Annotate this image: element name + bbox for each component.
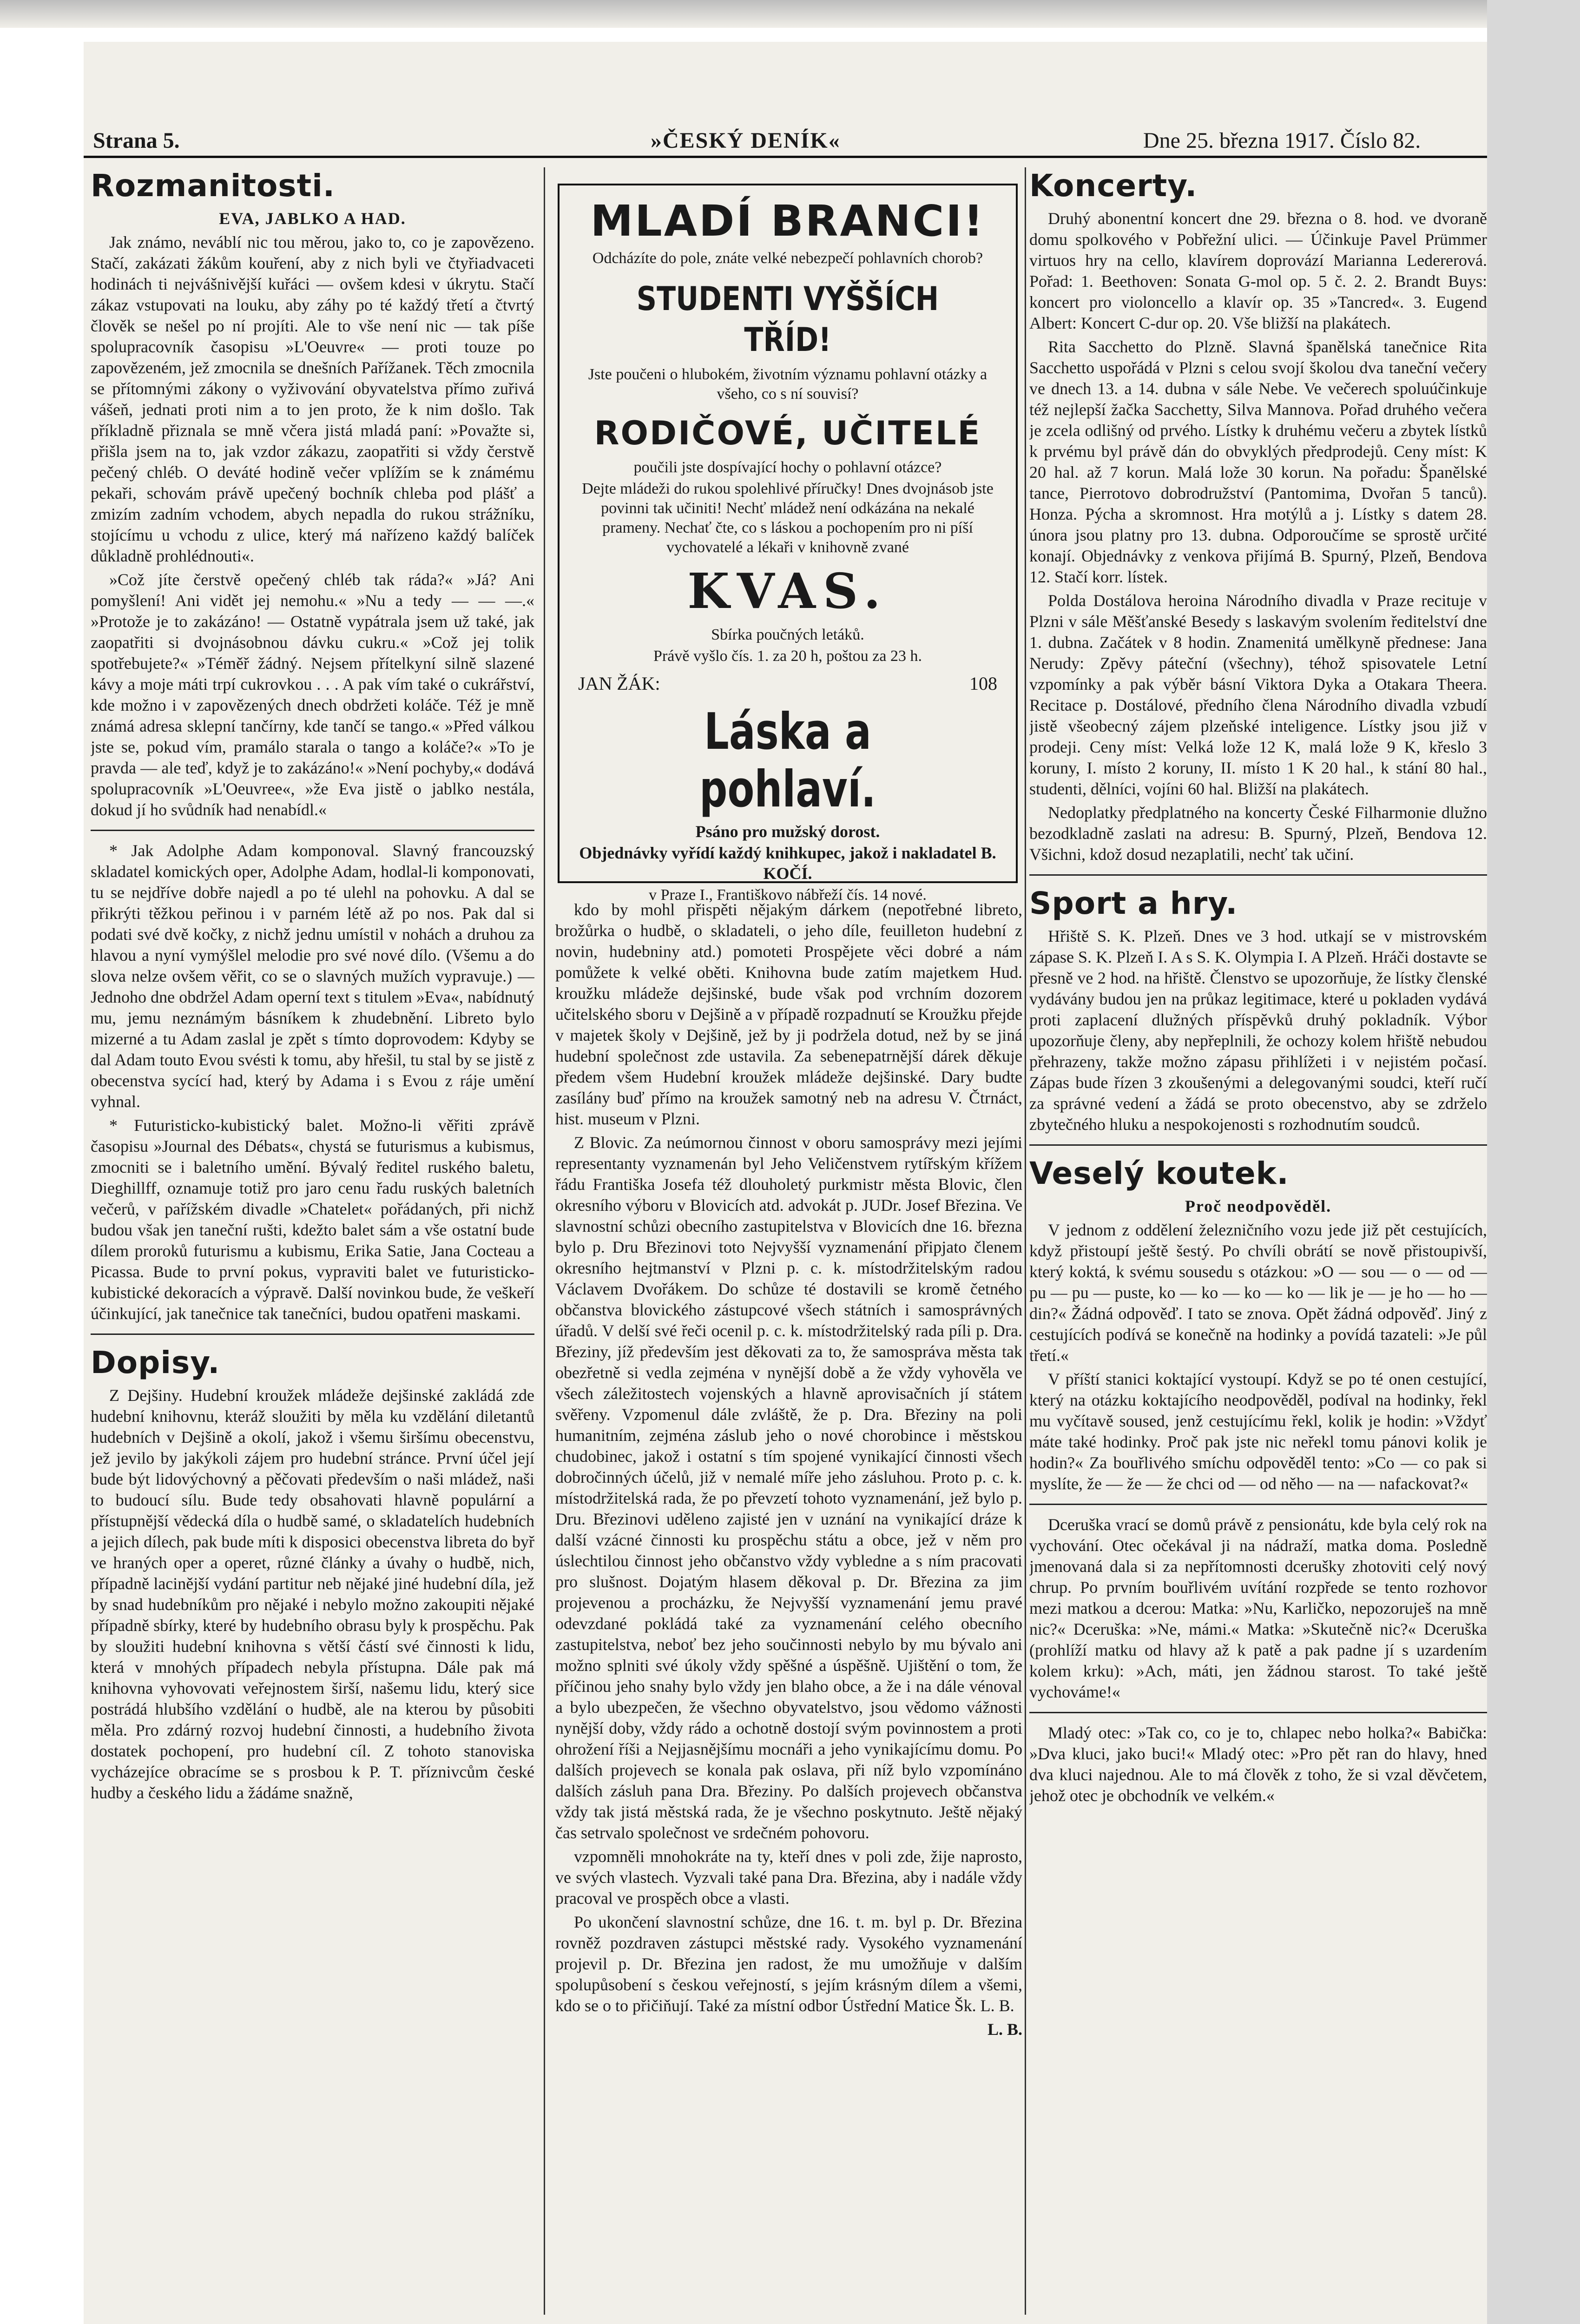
ad-book-title: Láska a pohlaví. [699, 703, 876, 819]
ad-text: Právě vyšlo čís. 1. za 20 h, poštou za 23 h. [653, 647, 922, 665]
article-divider [1029, 874, 1487, 876]
section-title: Dopisy. [91, 1345, 220, 1380]
section-title: Veselý koutek. [1029, 1155, 1289, 1191]
column-divider [1025, 167, 1026, 2315]
page-header [84, 125, 1487, 158]
article-paragraph: vzpomněli mnohokráte na ty, kteří dnes v poli zde, žije naprosto, ve svých vlastech. Vyzvali také pana Dra. Březina, aby i nadále vždy pracoval ve prospěch obce a vlasti. [555, 1847, 1022, 1908]
article-paragraph: V příští stanici koktající vystoupí. Když se po té onen cestující, který na otázku koktajícího neodpověděl, podíval na hodinky, řekl mu vyčítavě soused, jenž cestujícímu řekl, kolik je hodin: »Vždyť máte také hodinky. Proč pak jste nic neřekl tomu pánovi kolik je hodin?« Za bouřlivého smíchu odpověděl tento: »Co — co pak si myslíte, že — že — že chci od — od něho — na — nafackovat?« [1029, 1370, 1487, 1493]
advertisement-box [558, 184, 1018, 904]
section-title: Rozmanitosti. [91, 168, 335, 204]
ad-text: v Praze I., Františkovo nábřeží čís. 14 nové. [649, 886, 927, 904]
ad-text: poučili jste dospívající hochy o pohlavní otázce? [633, 459, 942, 476]
article-paragraph: Mladý otec: »Tak co, co je to, chlapec nebo holka?« Babička: »Dva kluci, jako buci!« Mladý otec: »Pro pět ran do hlavy, hned dva kluci najednou. Ale to má člověk z toho, že si vzal děvčetem, jehož otec je obchodník ve velkém.« [1029, 1723, 1487, 1805]
article-heading: EVA, JABLKO A HAD. [219, 209, 406, 228]
article-divider [1029, 1144, 1487, 1146]
ad-author: JAN ŽÁK: [578, 673, 660, 694]
newspaper-title: »ČESKÝ DENÍK« [651, 128, 841, 153]
article-paragraph: V jednom z oddělení železničního vozu jede již pět cestujících, když přistoupí ještě šestý. Po chvíli obrátí se nově přistoupivší, který koktá, k svému sousedu s otázkou: »O — sou — o — od — pu — pu — puste, ko — ko — ko — ko — lik je — je ho — ho — din?« Žádná odpověď. I tato se znova. Opět žádná odpověď. Jiný z cestujících podívá se konečně na hodinky a povídá tazateli: »Je půl třetí.« [1029, 1221, 1487, 1365]
article-paragraph: »Což jíte čerstvě opečený chléb tak ráda?« »Já? Ani pomyšlení! Ani vidět jej nemohu.« »Nu a tedy — — —.« »Protože je to zakázáno! — Ostatně vypátrala jsem už také, jak zaopatřiti si dvojnásobnou dávku cukru.« »Což jej tolik spotřebujete?« »Téměř žádný. Nejsem přítelkyní silně slazené kávy a moje máti trpí cukrovkou . . . A pak vím také o cukrářství, kde možno i v zapovězených dnech obdržeti koláče. Též je mně známá adresa sklepní tančírny, kde tančí se tango.« »Před válkou jste se, pokud vím, pramálo starala o tango a koláče?« »To je pravda — ale teď, když je to zakázáno!« »Není pochyby,« dodává spolupracovník »L'Oeuvree«, »že Eva jistě o jablko nestála, dokud jí ho svůdník had nenabídl.« [91, 570, 534, 819]
ad-brand: KVAS. [687, 562, 888, 620]
article-paragraph: Po ukončení slavnostní schůze, dne 16. t. m. byl p. Dr. Březina rovněž pozdraven zástupci městské rady. Vysokého vyznamenání projevil p. Dr. Březina jen radost, že mu umožňuje v dalším spolupůsobení s českou veřejností, s jejím krásným dílem a všemi, kdo se o to přičiňují. Také za místní odbor Ústřední Matice Šk. L. B. [555, 1913, 1022, 2015]
article-paragraph: Z Dejšiny. Hudební kroužek mládeže dejšinské zakládá zde hudební knihovnu, kteráž sloužiti by měla ku vzdělání diletantů hudebních v Dejšině a okolí, jakož i všemu širšímu obecenstvu, jež jevilo by jakýkoli zájem pro hudební stránce. První účel její bude být lidovýchovný a pěčovati především o naši mládež, naši to budoucí sílu. Bude tedy obsahovati hlavně populární a přístupnější vědecká díla o hudbě samé, o skladatelích hudebních a jejich dílech, pak bude míti k disposici obecenstva libreta do byř ve hraných oper a operet, různé články a úvahy o hudbě, nich, případně lacinější vydání partitur neb nějaké jiné hudební díla, jež by snad hudebníkům pro nějaké i nebylo možno zakoupiti nějaké případně sbírky, které by hudebního obrasu byly k prospěchu. Pak by sloužiti hudební knihovna s větší částí své činnosti k lidu, která v mnohých případech nebyla přístupna. Dále pak má knihovna vyhovovati veřejnostem širší, našemu lidu, který sice postrádá hlubšího vzdělání o hudbě, ale na kterou by působiti měla. Pro zdárný rozvoj hudební činnosti, a hudebního života dostatek pochopení, pro hudební cíl. Z tohoto stanoviska vycházejíce obracíme se s prosbou k P. T. příznivcům české hudby a českého lidu a žádáme snažně, [91, 1386, 534, 1802]
page-number: Strana 5. [93, 128, 180, 153]
ad-text: Jste poučeni o hlubokém, životním významu pohlavní otázky a všeho, co s ní souvisí? [588, 366, 988, 403]
column-divider [544, 167, 545, 2315]
column-middle [555, 899, 1022, 2312]
article-paragraph: Druhý abonentní koncert dne 29. března o 8. hod. ve dvoraně domu spolkového v Pobřežní ulici. — Účinkuje Pavel Prümmer virtuos hry na cello, klavírem doprovází Marianna Ledererová. Pořad: 1. Beethoven: Sonata G-mol op. 5 č. 2. 2. Brandt Buys: koncert pro violoncello a klavír op. 35 »Tancred«. 3. Eugend Albert: Koncert C-dur op. 20. Vše bližší na plakátech. [1029, 209, 1487, 332]
section-title: Koncerty. [1029, 168, 1198, 204]
article-paragraph: Z Blovic. Za neúmornou činnost v oboru samosprávy mezi jejími representanty vyznamenán byl Jeho Veličenstvem rytířským křížem řádu Františka Josefa též dlouholetý purkmistr města Blovic, člen okresního výboru v Blovicích atd. advokát p. JUDr. Josef Březina. Ve slavnostní schůzi obecního zastupitelstva v Blovicích dne 16. března bylo p. Dru Březinovi toto Nejvyšší vyznamenání připjato členem okresního hejtmanství v Plzni p. c. k. místodržitelským radou Václavem Dvořákem. Do schůze té dostavili se kromě četného občanstva blovického zástupcové všech státních i samosprávných úřadů. V delší své řeči ocenil p. c. k. místodržitelský rada píli p. Dra. Březiny, jíž především jest děkovati za to, že samospráva města tak obezřetně si vedla zejména v nynější době a že vždy vyhověla ve všech záležitostech vojenských a hlavně aprovisačních jí státem svěřeny. Vzpomenul dále zvláště, že p. Dra. Březiny na poli humanitním, zejména záslub jeho o nové chorobince i městskou chudobinec, jakož i ostatní s tím spojené vynikající činnosti všech dobročinných účelů, již v nemalé míře jeho zásluhou. Proto p. c. k. místodržitelská rada, že po převzetí tohoto vyznamenání, jež bylo p. Dru. Březinovi uděleno zajisté jen v uznání na vynikající dráze k další vzácné činnosti ku prospěchu státu a obce, jež v něm pro úslechtilou činnost jeho občanstvo vždy vybledne a s ním pracovati pro slušnost. Dojatým hlasem děkoval p. Dr. Březina za jim projevenou a procházku, že Nejvyšší vyznamenání jemu pravé odevzdané pokládá také za vyznamenání celého obecního zastupitelstva, neboť bez jeho součinnosti nebylo by mu bývalo ani možno splniti své úkoly vždy spěšné a úspěšně. Ujištění o tom, že příčinou jeho snahy bylo vždy jen blaho obce, a že i na dále vénoval a bylo ubezpečen, že všechno obyvatelstvo, jsou vědomo vážnosti nynější doby, vždy rádo a ochotně dostojí svým povinnostem a proti ohrožení říši a Nejjasnějšímu mocnáři a jeho vynikajícímu domu. Po dalších projevech se konala pak oslava, při níž bylo vzpomínáno dalších zásluh pana Dra. Březiny. Po dalších projevech občanstva vždy tak jistá městská rada, že je všechno poskytnuto. Ještě nějaký čas setrvalo společnost ve srdečném pohovoru. [555, 1133, 1022, 1842]
ad-headline: STUDENTI VYŠŠÍCH TŘÍD! [636, 280, 939, 359]
ad-text: Dejte mládeži do rukou spolehlivé příručky! Dnes dvojnásob jste povinni tak učiniti! Nechť mládež není odkázána na nekalé prameny. Nechať čte, co s láskou a pochopením pro ni píší vychovatelé a lékaři v knihovně zvané [582, 480, 994, 556]
article-paragraph: Nedoplatky předplatného na koncerty České Filharmonie dlužno bezodkladně zaslati na adresu: B. Spurný, Plzeň, Bendova 12. Všichni, kdož dosud nezaplatili, nechť tak učiní. [1029, 803, 1487, 864]
column-left [91, 167, 534, 2315]
ad-text: Odcházíte do pole, znáte velké nebezpečí pohlavních chorob? [592, 250, 983, 267]
article-divider [1029, 1712, 1487, 1713]
article-divider [91, 1334, 534, 1335]
signature: L. B. [987, 2020, 1022, 2039]
article-divider [91, 830, 534, 831]
article-divider [1029, 1504, 1487, 1505]
article-paragraph: Jak známo, neváblí nic tou měrou, jako to, co je zapovězeno. Stačí, zakázati žákům kouření, aby z nich byli ve čtyřiadvaceti hodinách ti nejvášnivější kuřáci — ovšem kdesi v úkrytu. Stačí zákaz vstupovati na louku, aby záhy po té každý třetí a čtvrtý člověk se nešel po ní projíti. Ale to vše není nic — tak píše spolupracovník časopisu »L'Oeuvre« — proti touze po zapovězeném, jež zmocnila se dnešních Pařížanek. Těch zmocnila se přítomnými zákony o vyživování obyvatelstva přímo zuřivá vášeň, jednati proti nim a to jen proto, že k nim došlo. Tak příkladně přiznala se mně včera jistá mladá paní: »Považte si, přišla jsem na to, jak vzdor zákazu, zaopatřiti si vždy čerstvě pečený chléb. O deváté hodině večer vplížím se k známému pekaři, schovám právě upečený bochník chleba pod plášť a zmizím zadním vchodem, abych nepadla do rukou strážníku, stojícímu u vchodu z ulice, který má nařízeno každý balíček důkladně prohlédnouti«. [91, 233, 534, 565]
article-paragraph: Hřiště S. K. Plzeň. Dnes ve 3 hod. utkají se v mistrovském zápase S. K. Plzeň I. A s S. K. Olympia I. A Plzeň. Hráči dostavte se přesně ve 2 hod. na hřiště. Členstvo se upozorňuje, že lístky členské vydávány budou jen na průkaz legitimace, které u pokladen vydává proti zaplacení dlužných příspěvků druhý pokladník. Výbor upozorňuje členy, aby nepřeplnili, že ochozy kolem hřiště nebudou přehrazeny, takže možno zápasu přihlížeti i v nejistém počasí. Zápas bude řízen 3 zkoušenými a delegovanými soudci, kteří ručí za správné vedení a žádá se proto obecenstvo, aby se zdrželo zbytečného hluku a nespokojenosti s rozhodnutím soudců. [1029, 927, 1487, 1134]
ad-headline: RODIČOVÉ, UČITELÉ [594, 414, 981, 452]
article-paragraph: * Futuristicko-kubistický balet. Možno-li věřiti zprávě časopisu »Journal des Débats«, chystá se futurismus a kubismus, zmocniti se i baletního umění. Bývalý ředitel ruského baletu, Dieghillff, oznamuje totiž pro jaro cenu řadu ruských baletních večerů, v pařížském divadle »Chatelet« pořádaných, při nichž budou však jen taneční rušti, kdežto balet sám a vše ostatní bude dílem proroků futurismu a kubismu, Erika Satie, Jana Cocteau a Picassa. Bude to první pokus, vypraviti balet ve futuristicko-kubistické dekoracích a výpravě. Další novinkou bude, že veškeří účinkující, jak tanečnice tak tanečníci, budou opatřeni maskami. [91, 1116, 534, 1323]
scan-right-edge [1487, 0, 1580, 2324]
article-paragraph: Rita Sacchetto do Plzně. Slavná španělská tanečnice Rita Sacchetto uspořádá v Plzni s celou svojí školou dva taneční večery ve dnech 13. a 14. dubna v sále Nebe. Ve večerech spoluúčinkuje též nejlepší žačka Sacchetty, Silva Mannova. Pořad druhého večera je zcela odlišný od prvého. Lístky k druhému večeru a zbytek lístků k prvému byl právě dán do obvyklých předprodejů. Ceny míst: K 20 hal. až 7 korun. Malá lože 30 korun. Na pořadu: Španělské tance, Pierrotovo dobrodružství (Pantomima, Dvořan 5 tanců). Honza. Pýcha a skromnost. Hra motýlů a j. Lístky s datem 28. února jsou platny pro 13. dubna. Odporoučíme se sprostě určité konají. Objednávky z venkova přijímá B. Spurný, Plzeň, Bendova 12. Stačí korr. lístek. [1029, 337, 1487, 586]
column-right [1029, 167, 1487, 2315]
issue-date: Dne 25. března 1917. Číslo 82. [1143, 128, 1421, 153]
section-title: Sport a hry. [1029, 885, 1238, 921]
ad-number: 108 [969, 673, 997, 694]
article-paragraph: * Jak Adolphe Adam komponoval. Slavný francouzský skladatel komických oper, Adolphe Adam, hodlal-li komponovati, tu se nejdříve dobře najedl a po té ulehl na pohovku. A dal se přikrýti těžkou peřinou i v parném létě až po nos. Pak dal si podati své dvě kočky, z nichž jednu umístil v nohách a druhou za hlavou a nyní vymýšlel melodie pro své nové dílo. (Všemu a do slova nelze ovšem věřit, co se o slavných mužích vypravuje.) — Jednoho dne obdržel Adam operní text s titulem »Eva«, nabídnutý mu, jemu neznámým básníkem k zhudebnění. Libreto bylo mizerné a tu Adam zaslal je zpět s tímto doprovodem: Kdyby se dal Adam touto Evou svésti k tomu, aby hřešil, tu stal by se jistě z obecenstva sycící had, který by Adama i s Evou z ráje umění vyhnal. [91, 841, 534, 1111]
scan-top-edge [0, 0, 1580, 28]
article-paragraph: Dceruška vrací se domů právě z pensionátu, kde byla celý rok na vychování. Otec očekával ji na nádraží, matka doma. Posledně jmenovaná dala si za nepřítomnosti dcerušky zhotoviti celý nový chrup. Po prvním bouřlivém uvítání rozpřede se tento rozhovor mezi matkou a dcerou: Matka: »Nu, Karličko, nepozoruješ na mně nic?« Dceruška: »Ne, mámi.« Matka: »Skutečně nic?« Dceruška (prohlíží matku od hlavy až k patě a pak padne jí s uzardením kolem krku): »Ach, máti, jen žádnou starost. To také ještě vychováme!« [1029, 1515, 1487, 1701]
ad-headline: MLADÍ BRANCI! [590, 196, 985, 246]
ad-author-row [578, 673, 997, 695]
header-rule [84, 156, 1487, 158]
ad-text: Sbírka poučných letáků. [711, 626, 864, 643]
article-paragraph: kdo by mohl přispěti nějakým dárkem (nepotřebné libreto, brožůrka o hudbě, o skladateli, o jeho díle, feuilleton hudební z novin, hudebniny atd.) pomoteti Prospějete věci dobré a nám pomůžete k velké oběti. Knihovna bude zatím majetkem Hud. kroužku mládeže dejšinské, bude však pod vrchním dozorem učitelského sboru v Dejšině a v případě rozpadnutí se Kroužku přejde v majetek školy v Dejšině, jež by ji podržela dotud, než by se jiná hudební společnost zde ustavila. Za sebenepatrnější dárek děkuje předem všem Hudební kroužek mládeže dejšinské. Dary budte zasílány buď přímo na kroužek samotný neb na adresu V. Čtrnáct, hist. museum v Plzni. [555, 900, 1022, 1128]
article-heading: Proč neodpověděl. [1185, 1197, 1332, 1215]
ad-text: Psáno pro mužský dorost. [695, 822, 880, 841]
article-paragraph: Polda Dostálova heroina Národního divadla v Praze recituje v Plzni v sále Měšťanské Besedy s laskavým svolením ředitelství dne 1. dubna. Začátek v 8 hodin. Znamenitá umělkyně přednese: Jana Nerudy: Zpěvy páteční (všechny), téhož spisovatele Letní vzpomínky a pak výběr básní Viktora Dyka a Otakara Theera. Recitace p. Dostálové, předního člena Národního divadla vzbudí jistě všeobecný zájem plzeňské inteligence. Lístky jsou již v prodeji. Ceny míst: Velká lože 12 K, malá lože 9 K, křeslo 3 koruny, I. místo 2 koruny, II. místo 1 K 20 hal., k stání 80 hal., studenti, dělníci, vojíni 60 hal. Bližší na plakátech. [1029, 591, 1487, 798]
ad-text: Objednávky vyřídí každý knihkupec, jakož i nakladatel B. KOČÍ. [579, 844, 996, 883]
